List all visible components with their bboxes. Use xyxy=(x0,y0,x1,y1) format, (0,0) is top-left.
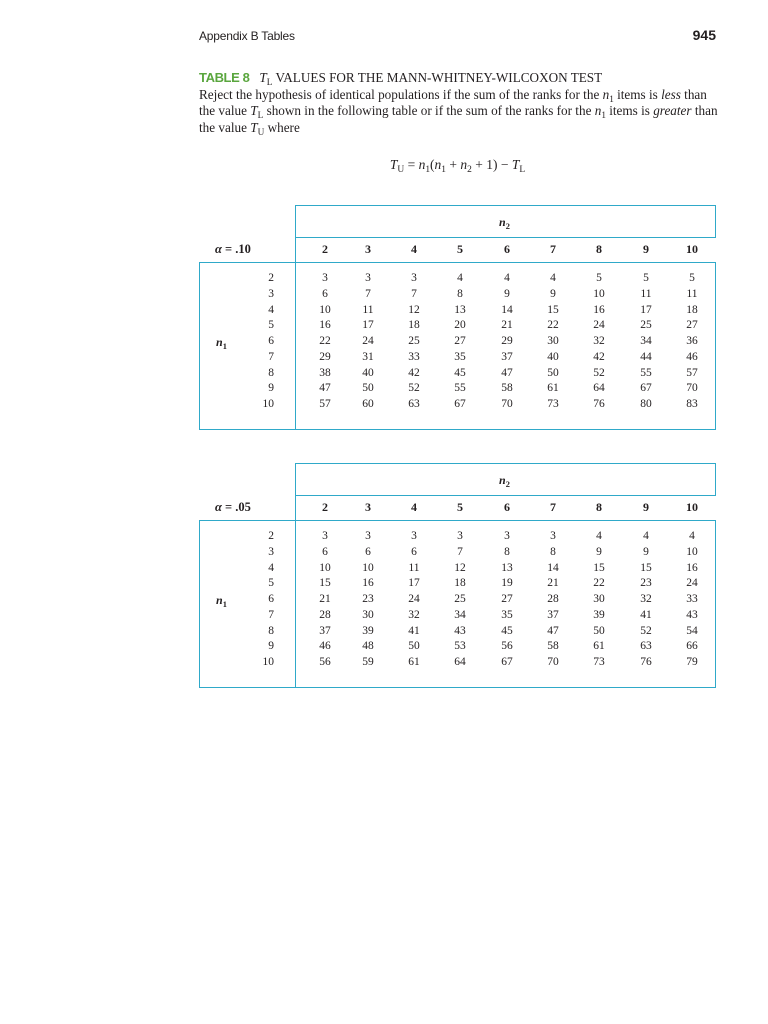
formula-operator: + 1) − xyxy=(471,157,512,172)
n1-symbol: n xyxy=(216,593,223,607)
row-label: 10 xyxy=(262,656,274,668)
table-cell: 18 xyxy=(454,577,466,590)
table-title xyxy=(199,70,719,87)
table-cell: 52 xyxy=(593,366,605,379)
table-cell: 28 xyxy=(319,608,331,621)
caption-fragment: shown in the following table or if the sum of the ranks for the xyxy=(263,103,595,118)
table-cell: 36 xyxy=(686,335,698,347)
table-cell: 25 xyxy=(408,335,420,347)
table-cell: 76 xyxy=(640,656,652,668)
caption-symbol: n xyxy=(594,103,602,118)
caption-fragment: Reject the hypothesis of identical populations if the sum of the ranks for the xyxy=(199,86,603,102)
table-cell: 44 xyxy=(640,350,652,363)
table-cell: 21 xyxy=(501,319,513,332)
formula-symbol: n xyxy=(418,157,426,172)
column-header: 2 xyxy=(322,242,328,256)
n2-label xyxy=(499,215,510,230)
table-cell: 3 xyxy=(322,530,328,542)
row-label: 7 xyxy=(268,350,274,363)
table-cell: 32 xyxy=(593,335,605,347)
table-cell: 58 xyxy=(501,382,513,395)
alpha-symbol: α xyxy=(215,242,222,256)
table-cell: 4 xyxy=(689,530,695,542)
table-cell: 61 xyxy=(547,382,559,395)
column-header: 9 xyxy=(643,242,649,256)
formula-subscript: L xyxy=(519,165,526,175)
table-cell: 4 xyxy=(550,272,556,284)
table-cell: 4 xyxy=(504,272,510,284)
table-cell: 28 xyxy=(547,593,559,605)
row-label: 3 xyxy=(268,545,274,558)
table-cell: 48 xyxy=(362,640,374,653)
row-label: 10 xyxy=(262,398,274,410)
row-label: 6 xyxy=(268,335,274,347)
table-alpha-05 xyxy=(199,463,716,688)
n2-subscript: 2 xyxy=(505,480,510,489)
table-cell: 4 xyxy=(596,530,602,542)
table-cell: 24 xyxy=(408,593,420,605)
table-cell: 22 xyxy=(319,335,331,347)
table-cell: 39 xyxy=(362,624,374,637)
table-cell: 15 xyxy=(640,561,652,574)
n2-symbol: n xyxy=(499,473,506,487)
table-cell: 5 xyxy=(596,272,602,284)
table-cell: 24 xyxy=(362,335,374,347)
column-header: 2 xyxy=(322,500,328,514)
table-cell: 3 xyxy=(365,530,371,542)
caption-symbol: n xyxy=(602,86,610,102)
table-cell: 38 xyxy=(319,366,331,379)
column-header: 6 xyxy=(504,242,510,256)
table-cell: 57 xyxy=(686,366,698,379)
table-cell: 29 xyxy=(501,335,513,347)
table-cell: 3 xyxy=(411,272,417,284)
table-cell: 16 xyxy=(319,319,331,332)
column-header: 3 xyxy=(365,500,371,514)
n1-subscript: 1 xyxy=(222,600,227,609)
row-label: 2 xyxy=(268,272,274,284)
table-cell: 43 xyxy=(454,624,466,637)
table-cell: 83 xyxy=(686,398,698,410)
table-cell: 18 xyxy=(686,303,698,316)
table-cell: 6 xyxy=(365,545,371,558)
table-cell: 15 xyxy=(547,303,559,316)
column-header: 5 xyxy=(457,242,463,256)
table-cell: 50 xyxy=(362,382,374,395)
table-cell: 5 xyxy=(643,272,649,284)
table-cell: 73 xyxy=(593,656,605,668)
caption-symbol: T xyxy=(250,119,258,135)
table-cell: 67 xyxy=(501,656,513,668)
table-cell: 7 xyxy=(365,287,371,300)
table-cell: 3 xyxy=(411,530,417,542)
table-cell: 10 xyxy=(686,545,698,558)
formula xyxy=(199,157,716,173)
table-cell: 79 xyxy=(686,656,698,668)
table-cell: 10 xyxy=(362,561,374,574)
row-label: 9 xyxy=(268,382,274,395)
table-cell: 27 xyxy=(686,319,698,332)
table-cell: 40 xyxy=(362,366,374,379)
table-cell: 11 xyxy=(640,287,652,300)
column-header: 7 xyxy=(550,500,556,514)
table-cell: 50 xyxy=(593,624,605,637)
caption-fragment: items is xyxy=(613,86,662,102)
formula-symbol: T xyxy=(389,157,398,172)
table-cell: 30 xyxy=(362,608,374,621)
table-cell: 12 xyxy=(454,561,466,574)
table-cell: 50 xyxy=(547,366,559,379)
table-cell: 14 xyxy=(547,561,559,574)
table-cell: 42 xyxy=(593,350,605,363)
table-cell: 27 xyxy=(454,335,466,347)
row-label: 5 xyxy=(268,577,274,590)
alpha-symbol: α xyxy=(215,500,222,514)
column-header: 4 xyxy=(411,242,417,256)
table-cell: 70 xyxy=(547,656,559,668)
table-cell: 21 xyxy=(319,593,331,605)
formula-operator: ( xyxy=(430,157,435,172)
table-cell: 24 xyxy=(593,319,605,332)
table-cell: 4 xyxy=(457,272,463,284)
n2-symbol: n xyxy=(499,215,506,229)
table-cell: 30 xyxy=(593,593,605,605)
table-cell: 9 xyxy=(643,545,649,558)
table-cell: 30 xyxy=(547,335,559,347)
n1-symbol: n xyxy=(216,335,223,349)
table-cell: 42 xyxy=(408,366,420,379)
table-cell: 25 xyxy=(454,593,466,605)
caption-fragment: where xyxy=(264,119,300,135)
table-cell: 3 xyxy=(504,530,510,542)
formula-subscript: 2 xyxy=(467,165,472,175)
table-cell: 41 xyxy=(408,624,420,637)
n1-subscript: 1 xyxy=(222,342,227,351)
table-cell: 5 xyxy=(689,272,695,284)
table-cell: 22 xyxy=(547,319,559,332)
table-cell: 10 xyxy=(593,287,605,300)
table-cell: 61 xyxy=(593,640,605,653)
table-cell: 25 xyxy=(640,319,652,332)
table-cell: 10 xyxy=(319,303,331,316)
title-t-subscript: L xyxy=(266,77,273,87)
table-cell: 16 xyxy=(593,303,605,316)
table-cell: 70 xyxy=(686,382,698,395)
table-cell: 10 xyxy=(319,561,331,574)
table-cell: 3 xyxy=(365,272,371,284)
row-label-divider xyxy=(295,463,296,688)
table-cell: 6 xyxy=(322,287,328,300)
table-cell: 63 xyxy=(408,398,420,410)
table-cell: 15 xyxy=(319,577,331,590)
table-cell: 67 xyxy=(640,382,652,395)
table-cell: 9 xyxy=(504,287,510,300)
table-cell: 29 xyxy=(319,350,331,363)
row-label: 2 xyxy=(268,530,274,542)
table-cell: 66 xyxy=(686,640,698,653)
alpha-label xyxy=(215,242,251,257)
column-header: 5 xyxy=(457,500,463,514)
table-cell: 53 xyxy=(454,640,466,653)
page-number: 945 xyxy=(692,27,716,43)
row-label: 3 xyxy=(268,287,274,300)
n2-subscript: 2 xyxy=(505,222,510,231)
column-header: 6 xyxy=(504,500,510,514)
caption-subscript: U xyxy=(257,126,265,137)
table-cell: 13 xyxy=(501,561,513,574)
table-cell: 18 xyxy=(408,319,420,332)
table-cell: 11 xyxy=(686,287,698,300)
table-cell: 32 xyxy=(640,593,652,605)
table-cell: 4 xyxy=(643,530,649,542)
table-cell: 6 xyxy=(322,545,328,558)
table-cell: 3 xyxy=(322,272,328,284)
table-cell: 40 xyxy=(547,350,559,363)
table-cell: 14 xyxy=(501,303,513,316)
table-cell: 34 xyxy=(454,608,466,621)
n1-label xyxy=(216,593,227,608)
caption-symbol: T xyxy=(250,103,258,118)
table-cell: 47 xyxy=(547,624,559,637)
table-cell: 37 xyxy=(319,624,331,637)
row-label: 9 xyxy=(268,640,274,653)
table-cell: 45 xyxy=(454,366,466,379)
column-header: 10 xyxy=(686,500,698,514)
table-cell: 43 xyxy=(686,608,698,621)
table-cell: 47 xyxy=(501,366,513,379)
table-cell: 23 xyxy=(362,593,374,605)
caption-emphasis: greater xyxy=(653,103,692,118)
header-divider xyxy=(295,237,716,238)
row-label: 8 xyxy=(268,366,274,379)
caption-fragment: items is xyxy=(605,103,654,118)
column-header: 9 xyxy=(643,500,649,514)
table-cell: 55 xyxy=(640,366,652,379)
table-cell: 13 xyxy=(454,303,466,316)
table-cell: 64 xyxy=(593,382,605,395)
table-cell: 24 xyxy=(686,577,698,590)
table-cell: 61 xyxy=(408,656,420,668)
row-label: 6 xyxy=(268,593,274,605)
table-cell: 9 xyxy=(596,545,602,558)
table-cell: 31 xyxy=(362,350,374,363)
table-cell: 60 xyxy=(362,398,374,410)
table-cell: 57 xyxy=(319,398,331,410)
table-cell: 41 xyxy=(640,608,652,621)
formula-operator: = xyxy=(404,157,419,172)
n2-label xyxy=(499,473,510,488)
table-cell: 46 xyxy=(686,350,698,363)
table-cell: 22 xyxy=(593,577,605,590)
table-cell: 34 xyxy=(640,335,652,347)
table-cell: 58 xyxy=(547,640,559,653)
table-cell: 37 xyxy=(501,350,513,363)
title-t-symbol: T xyxy=(259,70,267,85)
table-cell: 16 xyxy=(362,577,374,590)
table-cell: 17 xyxy=(640,303,652,316)
caption-emphasis: less xyxy=(661,86,681,102)
row-label: 8 xyxy=(268,624,274,637)
row-label: 5 xyxy=(268,319,274,332)
table-cell: 67 xyxy=(454,398,466,410)
column-header: 8 xyxy=(596,500,602,514)
table-cell: 56 xyxy=(319,656,331,668)
table-cell: 7 xyxy=(457,545,463,558)
table-cell: 3 xyxy=(550,530,556,542)
table-cell: 80 xyxy=(640,398,652,410)
alpha-value: = .05 xyxy=(221,500,251,514)
table-cell: 52 xyxy=(640,624,652,637)
table-cell: 11 xyxy=(362,303,374,316)
table-cell: 7 xyxy=(411,287,417,300)
formula-subscript: U xyxy=(397,165,405,175)
table-cell: 6 xyxy=(411,545,417,558)
table-cell: 70 xyxy=(501,398,513,410)
table-cell: 64 xyxy=(454,656,466,668)
table-cell: 47 xyxy=(319,382,331,395)
table-cell: 8 xyxy=(504,545,510,558)
table-cell: 46 xyxy=(319,640,331,653)
table-cell: 39 xyxy=(593,608,605,621)
title-text: VALUES FOR THE MANN-WHITNEY-WILCOXON TEST xyxy=(272,70,603,85)
table-cell: 8 xyxy=(457,287,463,300)
table-cell: 33 xyxy=(408,350,420,363)
table-cell: 54 xyxy=(686,624,698,637)
table-cell: 11 xyxy=(408,561,420,574)
table-cell: 19 xyxy=(501,577,513,590)
table-label: TABLE 8 xyxy=(199,70,250,85)
formula-symbol: n xyxy=(460,157,468,172)
table-cell: 63 xyxy=(640,640,652,653)
row-label: 4 xyxy=(268,561,274,574)
table-cell: 50 xyxy=(408,640,420,653)
row-label-divider xyxy=(295,205,296,430)
alpha-value: = .10 xyxy=(221,242,251,256)
table-cell: 73 xyxy=(547,398,559,410)
caption-subscript: 1 xyxy=(601,110,606,120)
formula-subscript: 1 xyxy=(441,165,447,175)
column-header: 8 xyxy=(596,242,602,256)
n1-label xyxy=(216,335,227,350)
table-cell: 3 xyxy=(457,530,463,542)
column-header: 3 xyxy=(365,242,371,256)
caption-subscript: L xyxy=(257,110,264,120)
table-cell: 15 xyxy=(593,561,605,574)
table-cell: 45 xyxy=(501,624,513,637)
table-cell: 27 xyxy=(501,593,513,605)
formula-operator: + xyxy=(446,157,461,172)
column-header: 7 xyxy=(550,242,556,256)
table-cell: 17 xyxy=(362,319,374,332)
formula-symbol: n xyxy=(434,157,442,172)
caption-text xyxy=(199,87,719,137)
caption-subscript: 1 xyxy=(609,93,614,104)
table-alpha-10 xyxy=(199,205,716,430)
table-cell: 33 xyxy=(686,593,698,605)
column-header: 10 xyxy=(686,242,698,256)
table-cell: 17 xyxy=(408,577,420,590)
table-cell: 35 xyxy=(501,608,513,621)
table-cell: 21 xyxy=(547,577,559,590)
table-cell: 59 xyxy=(362,656,374,668)
table-cell: 76 xyxy=(593,398,605,410)
table-cell: 56 xyxy=(501,640,513,653)
running-header xyxy=(199,27,716,47)
formula-symbol: T xyxy=(511,157,520,172)
table-cell: 9 xyxy=(550,287,556,300)
table-cell: 35 xyxy=(454,350,466,363)
table-cell: 23 xyxy=(640,577,652,590)
column-header: 4 xyxy=(411,500,417,514)
caption-fragment: than the value xyxy=(199,103,718,135)
alpha-label xyxy=(215,500,251,515)
table-cell: 37 xyxy=(547,608,559,621)
formula-subscript: 1 xyxy=(425,165,431,175)
table-cell: 16 xyxy=(686,561,698,574)
table-cell: 20 xyxy=(454,319,466,332)
table-cell: 32 xyxy=(408,608,420,621)
table-cell: 52 xyxy=(408,382,420,395)
caption-fragment: than the value xyxy=(199,86,707,118)
table-cell: 12 xyxy=(408,303,420,316)
table-cell: 8 xyxy=(550,545,556,558)
table-caption xyxy=(199,70,719,136)
row-label: 7 xyxy=(268,608,274,621)
header-divider xyxy=(295,495,716,496)
section-title: Appendix B Tables xyxy=(199,29,295,43)
row-label: 4 xyxy=(268,303,274,316)
table-cell: 55 xyxy=(454,382,466,395)
